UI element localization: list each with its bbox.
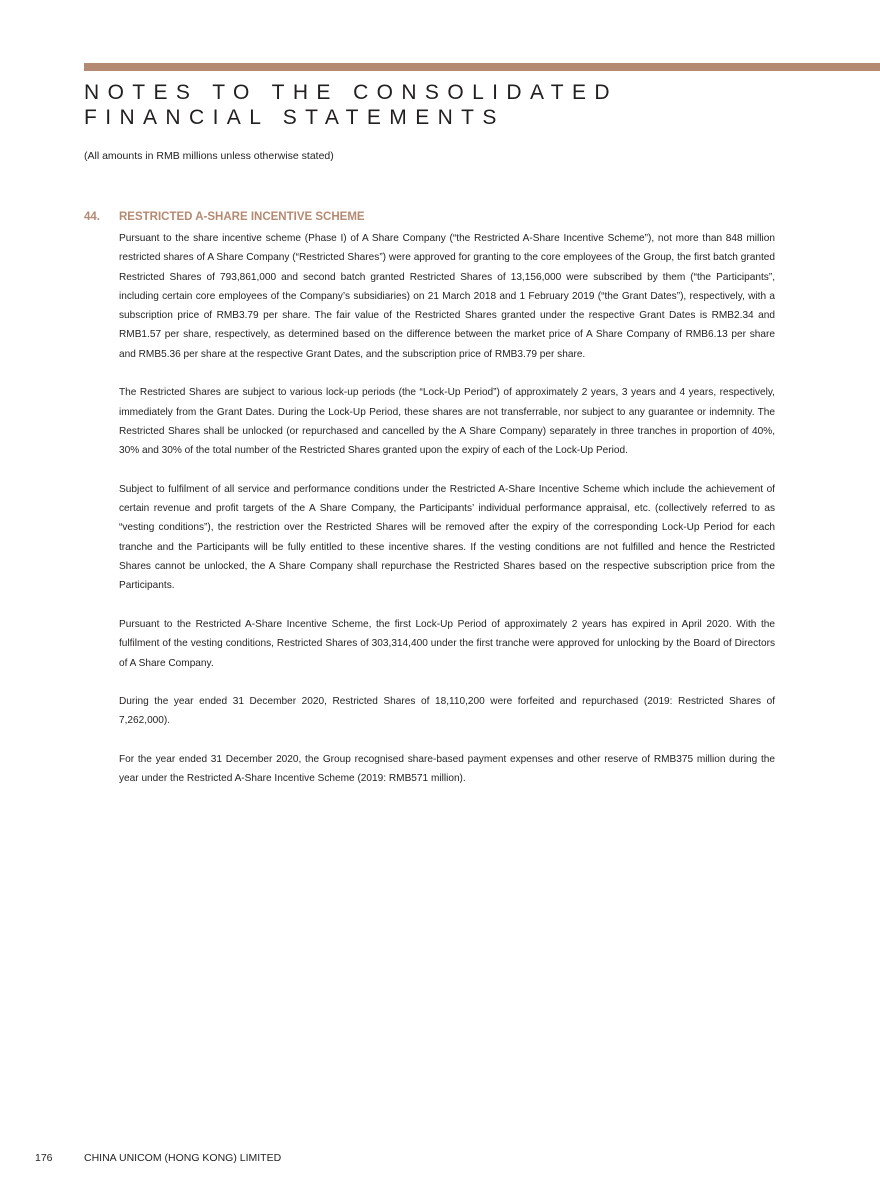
- section-number: 44.: [84, 211, 100, 223]
- company-name: CHINA UNICOM (HONG KONG) LIMITED: [84, 1152, 282, 1164]
- paragraph-1: Pursuant to the share incentive scheme (Phase I) of A Share Company (“the Restricted A-Share Incentive Scheme”), not more than 848 million restricted shares of A Share Company (“Restricted Shares”) were approved for granting to the core employees of the Group, the first batch granted Restricted Shares of 793,861,000 and second batch granted Restricted Shares of 13,156,000 were subscribed by them (“the Participants”, including certain core employees of the Company’s subsidiaries) on 21 March 2018 and 1 February 2019 (“the Grant Dates”), respectively, with a subscription price of RMB3.79 per share. The fair value of the Restricted Shares granted under the respective Grant Dates is RMB2.34 and RMB1.57 per share, respectively, as determined based on the difference between the market price of A Share Company of RMB6.13 per share and RMB5.36 per share at the respective Grant Dates, and the subscription price of RMB3.79 per share.: [119, 233, 775, 360]
- section-body: [119, 229, 775, 808]
- page-title-line-2: FINANCIAL STATEMENTS: [84, 106, 505, 129]
- paragraph-5: During the year ended 31 December 2020, Restricted Shares of 18,110,200 were forfeited and repurchased (2019: Restricted Shares of 7,262,000).: [119, 696, 775, 727]
- paragraph-4: Pursuant to the Restricted A-Share Incentive Scheme, the first Lock-Up Period of approximately 2 years has expired in April 2020. With the fulfilment of the vesting conditions, Restricted Shares of 303,314,400 under the first tranche were approved for unlocking by the Board of Directors of A Share Company.: [119, 618, 775, 669]
- page-title: [84, 80, 618, 130]
- section-heading: [84, 209, 784, 225]
- paragraph-3: Subject to fulfilment of all service and performance conditions under the Restricted A-Share Incentive Scheme which include the achievement of certain revenue and profit targets of the A Share Company, the Participants’ individual performance appraisal, etc. (collectively referred to as “vesting conditions”), the restriction over the Restricted Shares will be removed after the expiry of the corresponding Lock-Up Period for each tranche and the Participants will be fully entitled to these incentive shares. If the vesting conditions are not fulfilled and hence the Restricted Shares cannot be unlocked, the A Share Company shall repurchase the Restricted Shares based on the respective subscription price from the Participants.: [119, 483, 775, 592]
- page-footer: [35, 1151, 281, 1165]
- header-accent-bar: [84, 63, 880, 71]
- paragraph-6: For the year ended 31 December 2020, the Group recognised share-based payment expenses and other reserve of RMB375 million during the year under the Restricted A-Share Incentive Scheme (2019: RMB571 million).: [119, 754, 775, 785]
- paragraph-2: The Restricted Shares are subject to various lock-up periods (the “Lock-Up Period”) of approximately 2 years, 3 years and 4 years, respectively, immediately from the Grant Dates. During the Lock-Up Period, these shares are not transferrable, nor subject to any guarantee or indemnity. The Restricted Shares shall be unlocked (or repurchased and cancelled by the A Share Company) separately in three tranches in proportion of 40%, 30% and 30% of the total number of the Restricted Shares granted upon the expiry of each of the Lock-Up Period.: [119, 387, 775, 457]
- section-title: RESTRICTED A-SHARE INCENTIVE SCHEME: [119, 211, 365, 223]
- page-title-line-1: NOTES TO THE CONSOLIDATED: [84, 81, 619, 104]
- amounts-note: (All amounts in RMB millions unless otherwise stated): [84, 150, 334, 162]
- page-number: 176: [35, 1152, 53, 1164]
